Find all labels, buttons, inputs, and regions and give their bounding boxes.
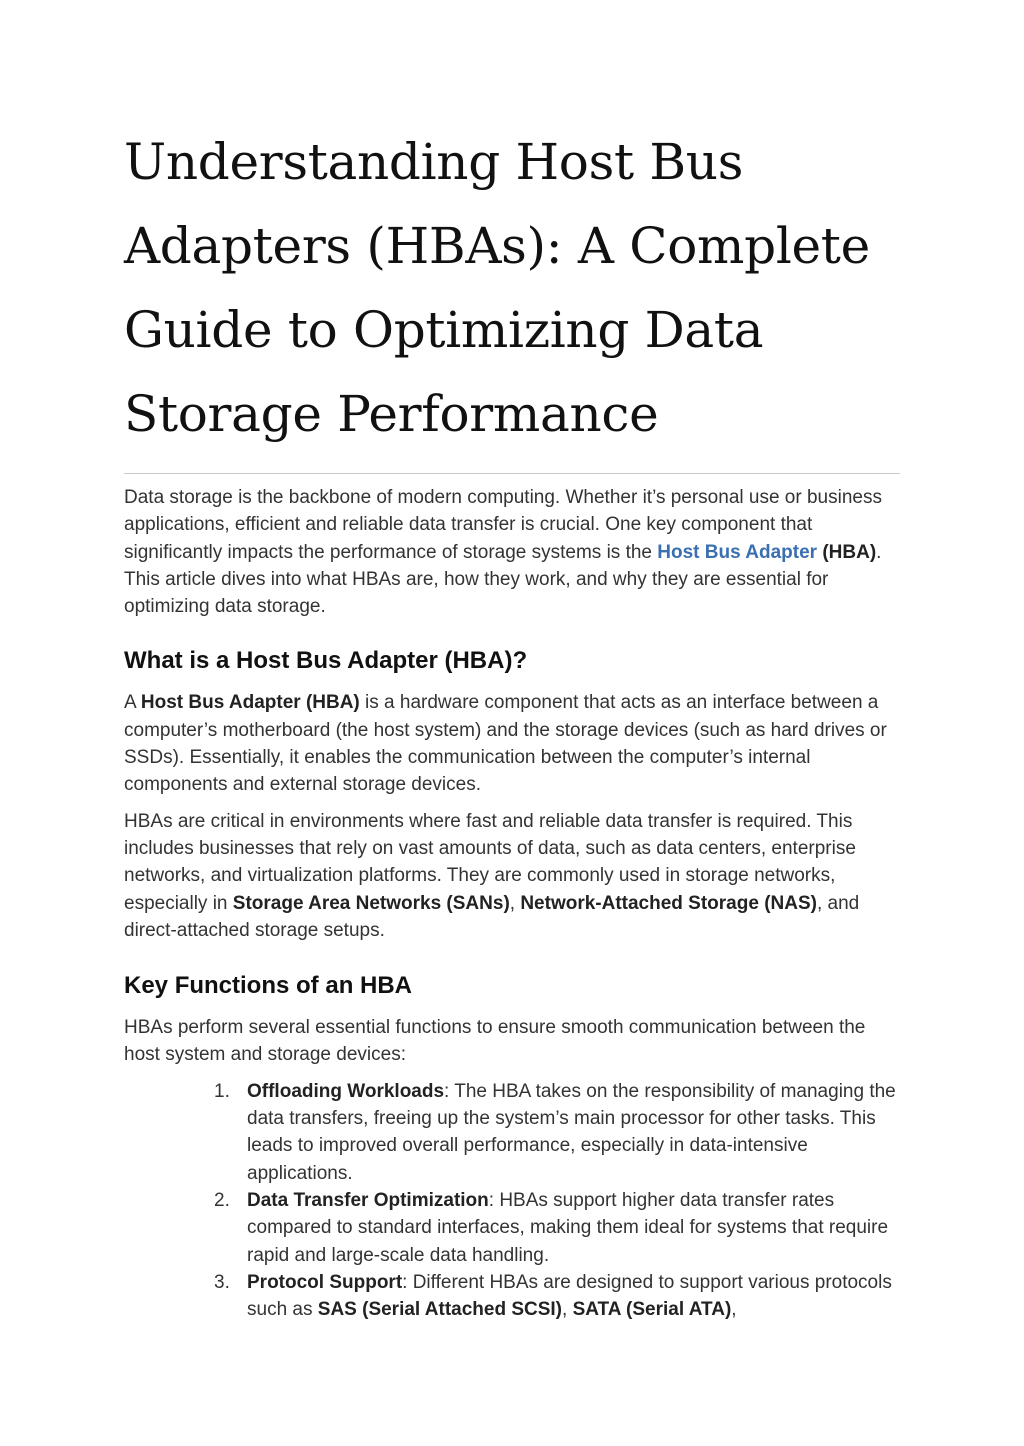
- list-item: [124, 1078, 900, 1187]
- list-item-tail: ,: [731, 1299, 737, 1321]
- what-paragraph-1: [124, 689, 900, 798]
- title-divider: [124, 473, 900, 474]
- what-p1-post: is a hardware component that acts as an interface between a computer’s motherboard (the host system) and the storage devices (such as hard drives or SSDs). Essentially, it enables the communication between the computer’s internal components and external storage devices.: [124, 692, 887, 796]
- intro-text-1: Data storage is the backbone of modern computing. Whether it’s personal use or business applications, efficient and reliable data transfer is crucial. One key component that significantly impacts the performance of storage systems is the: [124, 487, 882, 563]
- list-item-term: Data Transfer Optimization: [247, 1189, 489, 1211]
- host-bus-adapter-link[interactable]: Host Bus Adapter: [657, 541, 818, 563]
- what-p1-pre: A: [124, 692, 141, 714]
- list-item-text: : The HBA takes on the responsibility of managing the data transfers, freeing up the system’s main processor for other tasks. This leads to improved overall performance, especially in data-intensive applications.: [247, 1080, 896, 1184]
- list-item-bold-sata: SATA (Serial ATA): [572, 1299, 732, 1321]
- what-p1-bold: Host Bus Adapter (HBA): [140, 692, 360, 714]
- list-item-text: : Different HBAs are designed to support various protocols such as: [247, 1271, 892, 1321]
- document-page: [124, 0, 900, 1323]
- key-functions-intro: HBAs perform several essential functions to ensure smooth communication between the host system and storage devices:: [124, 1017, 866, 1066]
- intro-paragraph: [124, 484, 900, 620]
- intro-text-3: . This article dives into what HBAs are, how they work, and why they are essential for optimizing data storage.: [124, 541, 882, 618]
- section-heading-what-is-hba: What is a Host Bus Adapter (HBA)?: [124, 647, 528, 675]
- list-item-term: Protocol Support: [247, 1271, 403, 1293]
- what-p2-bold-nas: Network-Attached Storage (NAS): [520, 892, 817, 914]
- list-item-text: : HBAs support higher data transfer rates compared to standard interfaces, making them ideal for systems that require rapid and large-scale data handling.: [247, 1189, 889, 1266]
- what-p2-pre: HBAs are critical in environments where fast and reliable data transfer is required. This includes businesses that rely on vast amounts of data, such as data centers, enterprise networks, and virtualization platforms. They are commonly used in storage networks, especially in: [124, 810, 856, 914]
- list-item-number: 1.: [214, 1080, 230, 1102]
- page-title: Understanding Host Bus Adapters (HBAs): A Complete Guide to Optimizing Data Storage Performance: [124, 133, 870, 443]
- what-paragraph-2: [124, 808, 900, 944]
- list-item: [124, 1269, 900, 1324]
- list-item-term: Offloading Workloads: [247, 1080, 445, 1102]
- list-item: [124, 1187, 900, 1269]
- list-item-bold-sas: SAS (Serial Attached SCSI): [317, 1299, 563, 1321]
- list-item-number: 2.: [214, 1189, 230, 1211]
- section-heading-key-functions: Key Functions of an HBA: [124, 972, 413, 1000]
- what-p2-mid: ,: [509, 892, 521, 914]
- list-item-sep: ,: [562, 1299, 573, 1321]
- what-p2-bold-sans: Storage Area Networks (SANs): [232, 892, 510, 914]
- list-item-number: 3.: [214, 1271, 230, 1293]
- key-functions-list: [124, 1078, 900, 1324]
- what-p2-post: , and direct-attached storage setups.: [124, 892, 860, 941]
- intro-hba-bold: (HBA): [822, 541, 877, 563]
